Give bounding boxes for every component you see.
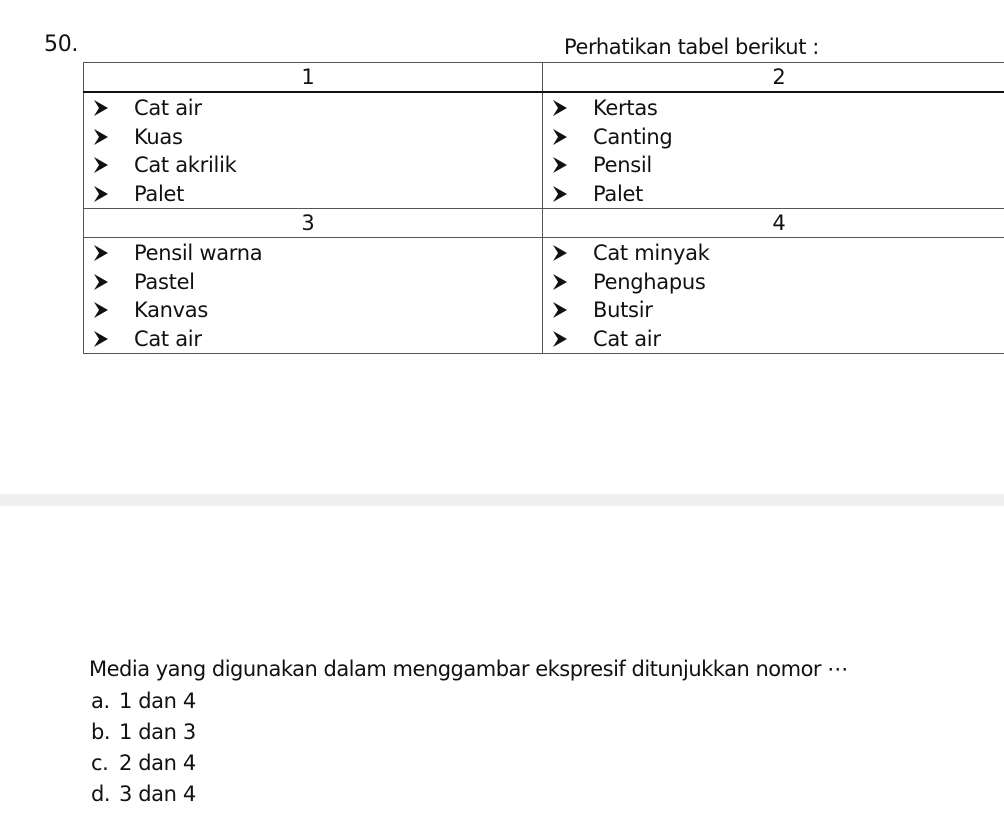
table-cell-header-3: 3 bbox=[84, 209, 543, 238]
arrowhead-bullet-icon bbox=[553, 129, 567, 145]
answer-option-a[interactable] bbox=[91, 686, 999, 717]
bullet-list bbox=[84, 93, 542, 208]
option-text: 3 dan 4 bbox=[119, 782, 196, 806]
table-cell-group-4 bbox=[543, 238, 1004, 354]
list-item: Cat minyak bbox=[553, 239, 1004, 268]
table-header-row bbox=[84, 209, 1004, 238]
answer-option-c[interactable] bbox=[91, 748, 999, 779]
table-cell-group-1 bbox=[84, 92, 543, 209]
arrowhead-bullet-icon bbox=[94, 331, 108, 347]
table-cell-header-2: 2 bbox=[543, 63, 1004, 93]
option-letter: a. bbox=[91, 689, 110, 713]
list-item: Pensil bbox=[553, 151, 1004, 180]
arrowhead-bullet-icon bbox=[553, 302, 567, 318]
arrowhead-bullet-icon bbox=[553, 245, 567, 261]
list-item: Penghapus bbox=[553, 268, 1004, 297]
bullet-list bbox=[84, 238, 542, 353]
arrowhead-bullet-icon bbox=[94, 129, 108, 145]
list-item: Palet bbox=[94, 180, 542, 209]
table-row bbox=[84, 92, 1004, 209]
option-letter: c. bbox=[91, 751, 109, 775]
list-item: Canting bbox=[553, 123, 1004, 152]
option-text: 1 dan 3 bbox=[119, 720, 196, 744]
list-item: Kuas bbox=[94, 123, 542, 152]
answer-options bbox=[89, 686, 999, 810]
answer-option-b[interactable] bbox=[91, 717, 999, 748]
list-item: Butsir bbox=[553, 296, 1004, 325]
list-item: Cat akrilik bbox=[94, 151, 542, 180]
arrowhead-bullet-icon bbox=[94, 274, 108, 290]
option-text: 1 dan 4 bbox=[119, 689, 196, 713]
table-cell-header-4: 4 bbox=[543, 209, 1004, 238]
media-table bbox=[83, 62, 1004, 354]
question-block bbox=[89, 655, 999, 810]
arrowhead-bullet-icon bbox=[94, 157, 108, 173]
arrowhead-bullet-icon bbox=[94, 302, 108, 318]
arrowhead-bullet-icon bbox=[553, 100, 567, 116]
question-prompt: Media yang digunakan dalam menggambar ekspresif ditunjukkan nomor ⋯ bbox=[89, 657, 848, 681]
answer-option-d[interactable] bbox=[91, 779, 999, 810]
table-cell-group-2 bbox=[543, 92, 1004, 209]
option-text: 2 dan 4 bbox=[119, 751, 196, 775]
list-item: Palet bbox=[553, 180, 1004, 209]
media-table-container bbox=[83, 62, 1004, 354]
list-item: Kanvas bbox=[94, 296, 542, 325]
table-cell-group-3 bbox=[84, 238, 543, 354]
table-row bbox=[84, 238, 1004, 354]
arrowhead-bullet-icon bbox=[553, 331, 567, 347]
table-cell-header-1: 1 bbox=[84, 63, 543, 93]
arrowhead-bullet-icon bbox=[553, 186, 567, 202]
table-header-row bbox=[84, 63, 1004, 93]
arrowhead-bullet-icon bbox=[94, 186, 108, 202]
list-item: Pensil warna bbox=[94, 239, 542, 268]
section-divider bbox=[0, 494, 1004, 506]
arrowhead-bullet-icon bbox=[94, 100, 108, 116]
list-item: Cat air bbox=[94, 325, 542, 354]
list-item: Cat air bbox=[553, 325, 1004, 354]
bullet-list bbox=[543, 93, 1004, 208]
question-number: 50. bbox=[44, 32, 79, 57]
arrowhead-bullet-icon bbox=[553, 157, 567, 173]
bullet-list bbox=[543, 238, 1004, 353]
option-letter: d. bbox=[91, 782, 111, 806]
question-instruction: Perhatikan tabel berikut : bbox=[564, 35, 819, 59]
list-item: Kertas bbox=[553, 94, 1004, 123]
arrowhead-bullet-icon bbox=[553, 274, 567, 290]
list-item: Cat air bbox=[94, 94, 542, 123]
option-letter: b. bbox=[91, 720, 111, 744]
arrowhead-bullet-icon bbox=[94, 245, 108, 261]
list-item: Pastel bbox=[94, 268, 542, 297]
